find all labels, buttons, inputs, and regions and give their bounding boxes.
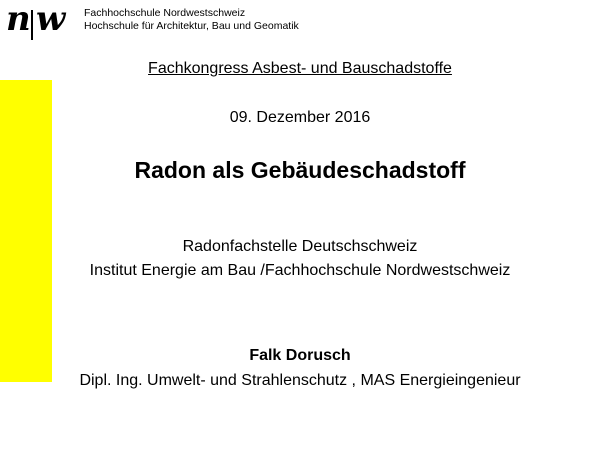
institution-name	[84, 7, 299, 33]
organization-line-2: Institut Energie am Bau /Fachhochschule Nordwestschweiz	[89, 262, 511, 279]
event-date: 09. Dezember 2016	[229, 109, 371, 126]
author-credentials: Dipl. Ing. Umwelt- und Strahlenschutz , MAS Energieingenieur	[79, 372, 521, 389]
logo-letter-w: w	[36, 0, 66, 39]
institution-line-2: Hochschule für Architektur, Bau und Geomatik	[84, 20, 299, 32]
logo-divider	[31, 10, 33, 40]
fhnw-logo	[6, 0, 76, 42]
logo-letter-n: n	[6, 0, 31, 39]
slide-title: Radon als Gebäudeschadstoff	[134, 157, 466, 183]
event-name: Fachkongress Asbest- und Bauschadstoffe	[148, 60, 452, 77]
author-name: Falk Dorusch	[249, 347, 351, 364]
institution-line-1: Fachhochschule Nordwestschweiz	[84, 7, 246, 19]
organization-line-1: Radonfachstelle Deutschschweiz	[182, 238, 418, 255]
